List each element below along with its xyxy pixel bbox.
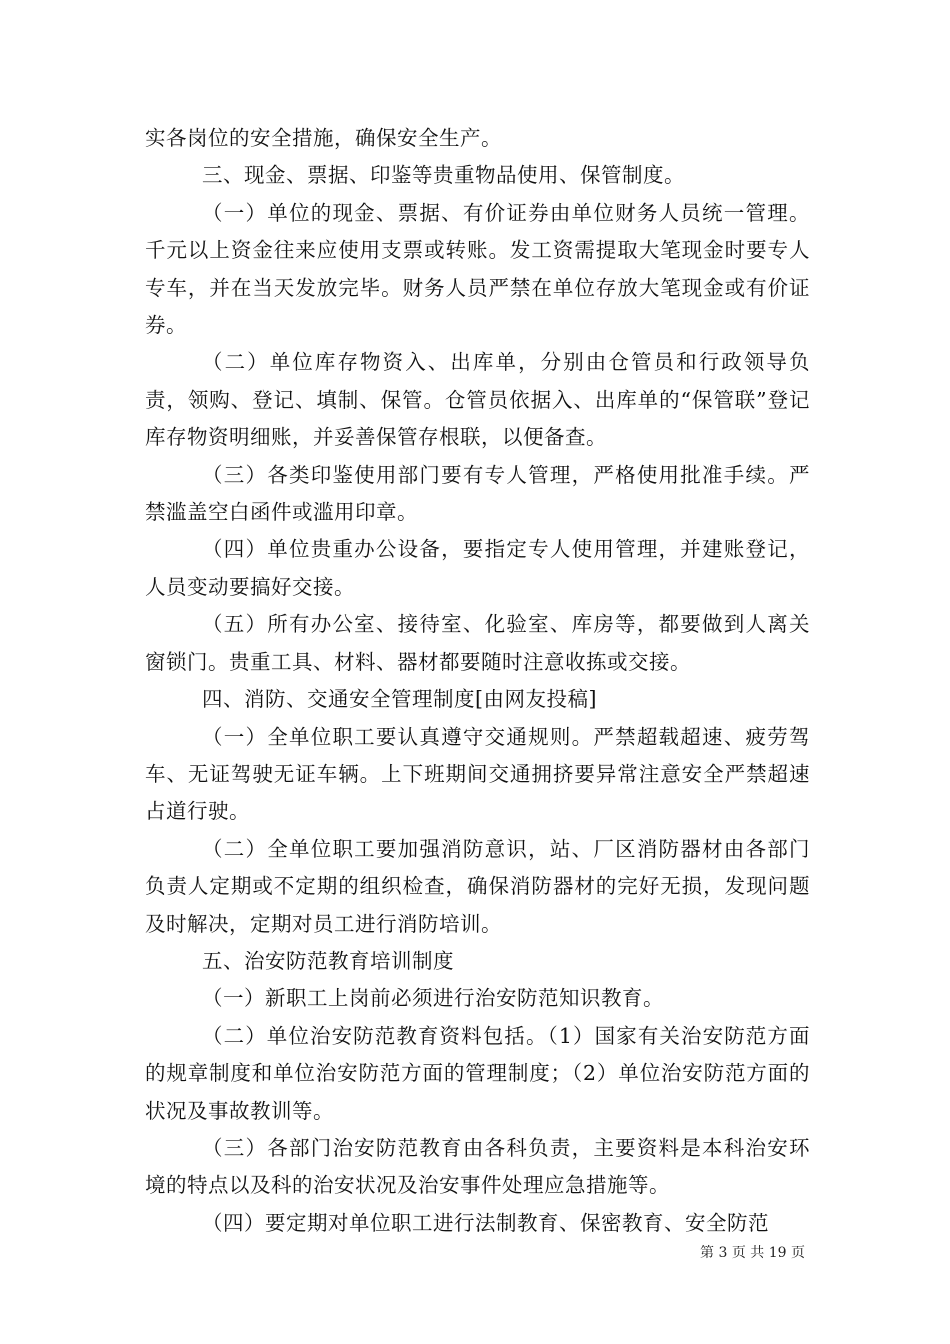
- paragraph-5-1: （一）新职工上岗前必须进行治安防范知识教育。: [202, 986, 664, 1011]
- paragraph-5-2: （二）单位治安防范教育资料包括。（1）国家有关治安防范方面的规章制度和单位治安防范方面的管理制度；（2）单位治安防范方面的状况及事故教训等。: [145, 1023, 810, 1123]
- paragraph-5-4: （四）要定期对单位职工进行法制教育、保密教育、安全防范: [202, 1210, 769, 1235]
- section-heading-4: 四、消防、交通安全管理制度[由网友投稿]: [202, 687, 597, 712]
- section-heading-5: 五、治安防范教育培训制度: [202, 948, 454, 973]
- paragraph-4-1: （一）全单位职工要认真遵守交通规则。严禁超载超速、疲劳驾车、无证驾驶无证车辆。上下班期间交通拥挤要异常注意安全严禁超速占道行驶。: [145, 724, 810, 824]
- paragraph-continuation: 实各岗位的安全措施，确保安全生产。: [145, 126, 502, 150]
- paragraph-3-4: （四）单位贵重办公设备，要指定专人使用管理，并建账登记，人员变动要搞好交接。: [145, 537, 810, 599]
- paragraph-3-3: （三）各类印鉴使用部门要有专人管理，严格使用批准手续。严禁滥盖空白函件或滥用印章。: [145, 462, 810, 525]
- document-body: [145, 120, 810, 1242]
- paragraph-4-2: （二）全单位职工要加强消防意识，站、厂区消防器材由各部门负责人定期或不定期的组织检查，确保消防器材的完好无损，发现问题及时解决，定期对员工进行消防培训。: [145, 836, 810, 936]
- section-heading-3: 三、现金、票据、印鉴等贵重物品使用、保管制度。: [202, 163, 685, 188]
- paragraph-3-2: （二）单位库存物资入、出库单，分别由仓管员和行政领导负责，领购、登记、填制、保管。仓管员依据入、出库单的“保管联”登记库存物资明细账，并妥善保管存根联，以便备查。: [145, 350, 810, 450]
- paragraph-3-5: （五）所有办公室、接待室、化验室、库房等，都要做到人离关窗锁门。贵重工具、材料、器材都要随时注意收拣或交接。: [145, 612, 810, 674]
- paragraph-3-1: （一）单位的现金、票据、有价证券由单位财务人员统一管理。千元以上资金往来应使用支票或转账。发工资需提取大笔现金时要专人专车，并在当天发放完毕。财务人员严禁在单位存放大笔现金或有价证券。: [145, 200, 810, 338]
- paragraph-5-3: （三）各部门治安防范教育由各科负责，主要资料是本科治安环境的特点以及科的治安状况及治安事件处理应急措施等。: [145, 1135, 810, 1198]
- page-number-footer: 第 3 页 共 19 页: [700, 1245, 805, 1261]
